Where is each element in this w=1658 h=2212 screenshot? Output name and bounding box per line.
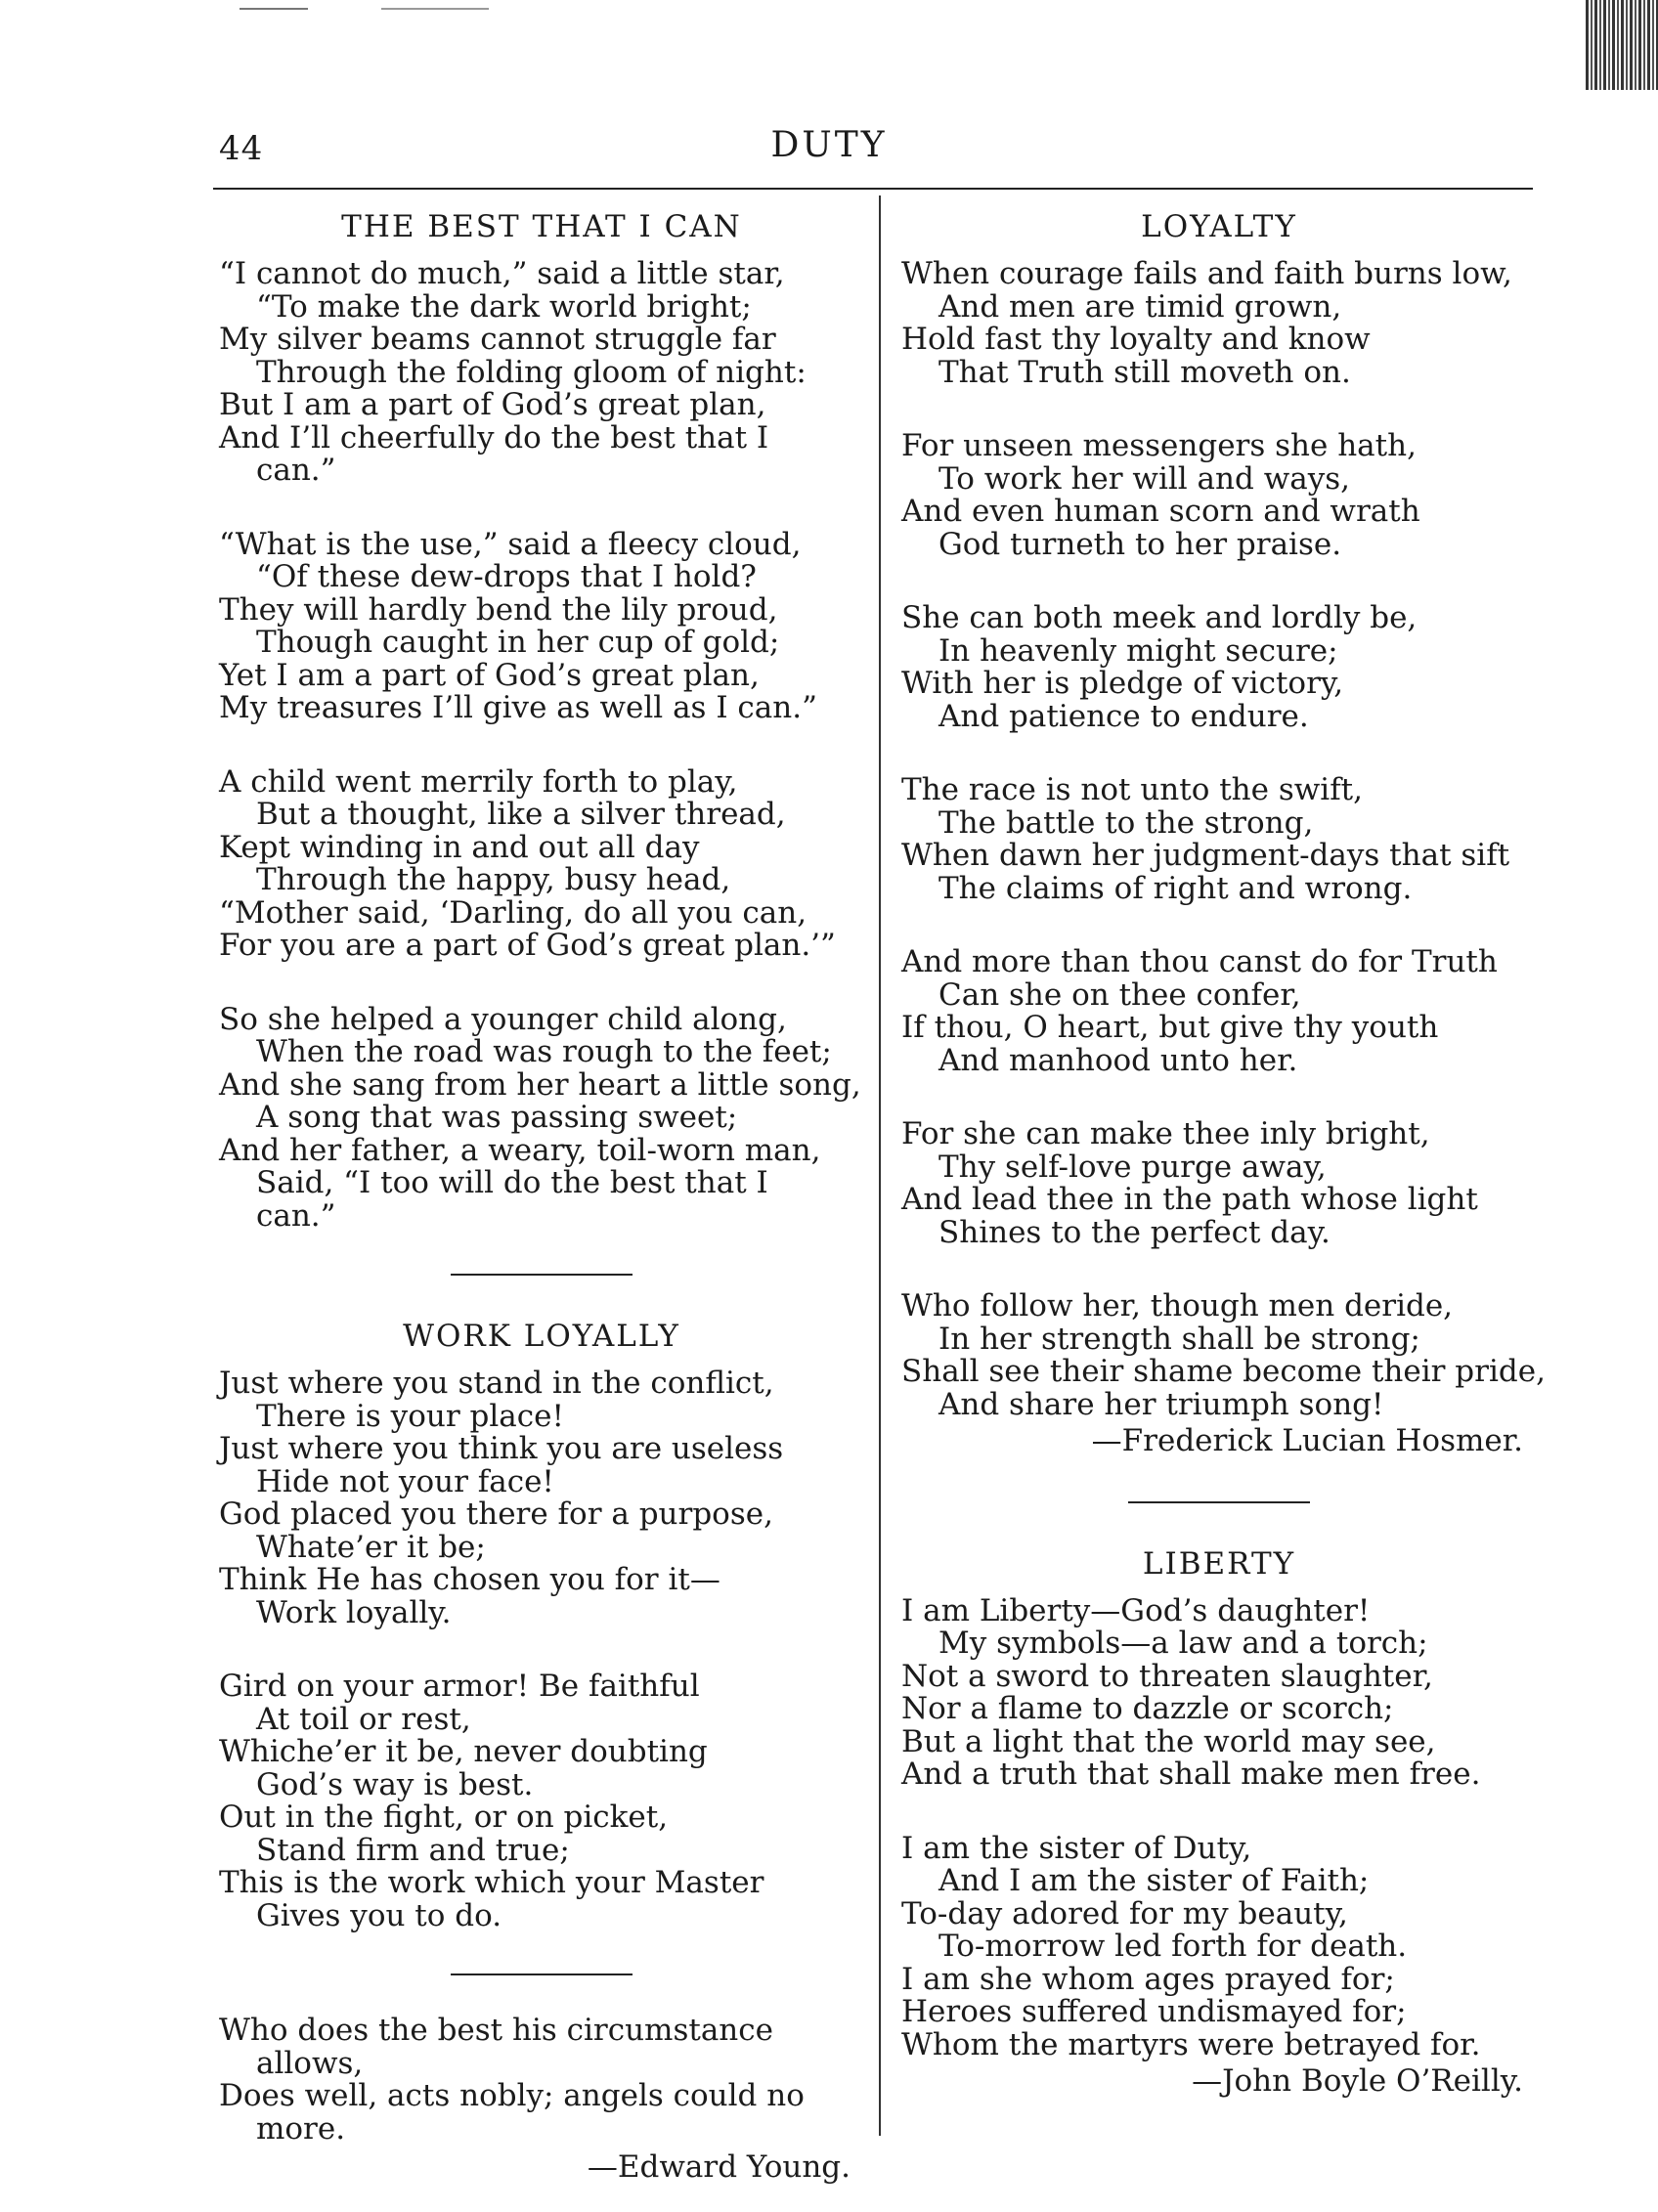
quote-edward-young bbox=[219, 2015, 864, 2185]
poem-title: WORK LOYALLY bbox=[403, 1319, 680, 1354]
poem-line: “To make the dark world bright; bbox=[256, 288, 752, 325]
scan-mark bbox=[240, 8, 308, 10]
poem-line: So she helped a younger child along, bbox=[219, 1001, 787, 1037]
attribution: —Edward Young. bbox=[587, 2149, 851, 2185]
poem-line: Hide not your face! bbox=[256, 1463, 554, 1499]
poem-line: For unseen messengers she hath, bbox=[901, 428, 1417, 463]
poem-line: Yet I am a part of God’s great plan, bbox=[219, 657, 760, 693]
poem-line: And share her triumph song! bbox=[938, 1386, 1384, 1422]
poem-line: But I am a part of God’s great plan, bbox=[219, 387, 766, 422]
poem-line: Gird on your armor! Be faithful bbox=[219, 1669, 700, 1704]
poem-line: The claims of right and wrong. bbox=[938, 870, 1413, 906]
stanza bbox=[901, 258, 1537, 389]
stanza bbox=[219, 526, 864, 725]
stanza bbox=[901, 1118, 1537, 1249]
poem-line: But a thought, like a silver thread, bbox=[256, 797, 786, 832]
poem-line: Does well, acts nobly; angels could no bbox=[219, 2078, 805, 2113]
poem-title: LOYALTY bbox=[1141, 209, 1297, 244]
poem-line: At toil or rest, bbox=[256, 1701, 471, 1737]
poem-work-loyally bbox=[219, 1315, 864, 1932]
poem-line: And patience to endure. bbox=[938, 698, 1309, 734]
stanza bbox=[219, 1001, 864, 1234]
stanza bbox=[901, 946, 1537, 1077]
poem-line: The battle to the strong, bbox=[938, 804, 1314, 841]
poem-line: For you are a part of God’s great plan.’” bbox=[219, 928, 836, 963]
poem-line: But a light that the world may see, bbox=[901, 1723, 1436, 1759]
scan-mark bbox=[381, 8, 489, 10]
poem-line: Nor a flame to dazzle or scorch; bbox=[901, 1691, 1394, 1726]
poem-loyalty bbox=[901, 205, 1546, 1458]
poem-line: A child went merrily forth to play, bbox=[219, 763, 738, 800]
poem-line: The race is not unto the swift, bbox=[901, 772, 1363, 807]
poem-line: Shall see their shame become their pride, bbox=[901, 1354, 1546, 1389]
poem-line: And lead thee in the path whose light bbox=[901, 1182, 1478, 1217]
poem-line: Kept winding in and out all day bbox=[219, 829, 700, 865]
poem-line: If thou, O heart, but give thy youth bbox=[901, 1010, 1439, 1045]
poem-line: With her is pledge of victory, bbox=[901, 666, 1344, 701]
poem-line: And men are timid grown, bbox=[938, 288, 1342, 325]
poem-line: Who follow her, though men deride, bbox=[901, 1288, 1454, 1323]
poem-line: allows, bbox=[256, 2045, 364, 2081]
poem-line: And a truth that shall make men free. bbox=[901, 1757, 1481, 1792]
poem-line: That Truth still moveth on. bbox=[938, 354, 1351, 390]
stanza bbox=[901, 1830, 1537, 2062]
page-number: 44 bbox=[219, 129, 264, 168]
poem-line: Said, “I too will do the best that I bbox=[256, 1165, 768, 1200]
stanza bbox=[219, 258, 864, 488]
poem-line: My symbols—a law and a torch; bbox=[938, 1626, 1428, 1661]
poem-line: When the road was rough to the feet; bbox=[256, 1034, 832, 1069]
poem-line: Think He has chosen you for it— bbox=[219, 1562, 720, 1597]
poem-line: In her strength shall be strong; bbox=[938, 1321, 1420, 1357]
poem-line: Though caught in her cup of gold; bbox=[256, 625, 780, 660]
poem-line: “I cannot do much,” said a little star, bbox=[219, 256, 785, 291]
poem-line: I am the sister of Duty, bbox=[901, 1830, 1252, 1866]
stanza bbox=[901, 1592, 1537, 1792]
poem-line: “Mother said, ‘Darling, do all you can, bbox=[219, 894, 807, 931]
poem-line: God turneth to her praise. bbox=[938, 526, 1342, 562]
poem-line: When courage fails and faith burns low, bbox=[901, 256, 1512, 291]
poem-line: Stand firm and true; bbox=[256, 1832, 570, 1868]
poem-line: For she can make thee inly bright, bbox=[901, 1116, 1430, 1151]
poem-line: To-morrow led forth for death. bbox=[938, 1929, 1408, 1964]
poem-line: This is the work which your Master bbox=[219, 1865, 764, 1900]
left-column bbox=[219, 205, 864, 2185]
poem-line: Heroes suffered undismayed for; bbox=[901, 1994, 1407, 2029]
poem-line: Whate’er it be; bbox=[256, 1529, 486, 1565]
attribution: —Frederick Lucian Hosmer. bbox=[1091, 1423, 1523, 1458]
poem-line: Whiche’er it be, never doubting bbox=[219, 1734, 708, 1769]
poem-the-best-that-i-can bbox=[219, 205, 864, 1233]
poem-line: Through the folding gloom of night: bbox=[256, 354, 807, 390]
poem-liberty bbox=[901, 1542, 1537, 2099]
poem-line: Can she on thee confer, bbox=[938, 976, 1301, 1013]
poem-line: And I’ll cheerfully do the best that I bbox=[219, 419, 769, 455]
poem-line: When dawn her judgment-days that sift bbox=[901, 838, 1510, 873]
stanza bbox=[901, 774, 1537, 905]
poem-line: There is your place! bbox=[256, 1398, 564, 1434]
poem-line: Through the happy, busy head, bbox=[256, 862, 731, 897]
poem-line: Not a sword to threaten slaughter, bbox=[901, 1658, 1433, 1694]
section-divider bbox=[451, 1274, 633, 1276]
poem-line: God’s way is best. bbox=[256, 1766, 534, 1802]
poem-line: Just where you think you are useless bbox=[219, 1431, 784, 1466]
stanza bbox=[901, 1288, 1546, 1422]
stanza bbox=[901, 430, 1537, 561]
poem-line: can.” bbox=[256, 453, 336, 488]
poem-title: LIBERTY bbox=[1142, 1545, 1296, 1582]
poem-line: I am Liberty—God’s daughter! bbox=[901, 1592, 1371, 1628]
poem-line: more. bbox=[256, 2110, 346, 2147]
poem-line: Shines to the perfect day. bbox=[938, 1214, 1331, 1250]
stanza bbox=[901, 602, 1537, 733]
scan-edge-artifact bbox=[1586, 0, 1658, 90]
poem-line: Just where you stand in the conflict, bbox=[219, 1366, 774, 1401]
running-head: DUTY bbox=[770, 125, 888, 165]
stanza bbox=[219, 1367, 864, 1629]
poem-line: “What is the use,” said a fleecy cloud, bbox=[219, 526, 802, 562]
poem-line: And her father, a weary, toil-worn man, bbox=[219, 1132, 821, 1168]
poem-line: Work loyally. bbox=[256, 1594, 452, 1630]
right-column bbox=[901, 205, 1546, 2099]
poem-line: God placed you there for a purpose, bbox=[219, 1496, 773, 1532]
poem-line: can.” bbox=[256, 1197, 336, 1234]
poem-line: “Of these dew-drops that I hold? bbox=[256, 559, 757, 594]
section-divider bbox=[451, 1973, 633, 1975]
poem-line: I am she whom ages prayed for; bbox=[901, 1961, 1395, 1997]
column-divider bbox=[879, 195, 881, 2136]
stanza bbox=[219, 2015, 864, 2146]
poem-line: And I am the sister of Faith; bbox=[938, 1863, 1370, 1898]
poem-line: They will hardly bend the lily proud, bbox=[219, 591, 778, 628]
poem-line: Hold fast thy loyalty and know bbox=[901, 322, 1371, 357]
poem-line: Out in the fight, or on picket, bbox=[219, 1800, 669, 1835]
poem-line: My silver beams cannot struggle far bbox=[219, 322, 776, 357]
poem-line: And even human scorn and wrath bbox=[901, 494, 1420, 529]
poem-line: My treasures I’ll give as well as I can.” bbox=[219, 690, 817, 725]
stanza bbox=[219, 763, 864, 963]
poem-title: THE BEST THAT I CAN bbox=[341, 209, 742, 244]
poem-line: Whom the martyrs were betrayed for. bbox=[901, 2026, 1481, 2062]
stanza bbox=[219, 1670, 864, 1932]
poem-line: To work her will and ways, bbox=[938, 460, 1350, 497]
poem-line: And she sang from her heart a little song, bbox=[219, 1066, 861, 1103]
header-rule bbox=[213, 188, 1533, 190]
poem-line: To-day adored for my beauty, bbox=[901, 1895, 1348, 1931]
poem-line: And more than thou canst do for Truth bbox=[901, 944, 1498, 979]
poem-line: Thy self-love purge away, bbox=[938, 1149, 1327, 1185]
poem-line: And manhood unto her. bbox=[938, 1042, 1298, 1078]
section-divider bbox=[1128, 1501, 1310, 1503]
poem-line: She can both meek and lordly be, bbox=[901, 600, 1418, 635]
poem-line: Who does the best his circumstance bbox=[219, 2013, 773, 2048]
poem-line: In heavenly might secure; bbox=[938, 632, 1338, 669]
poem-line: Gives you to do. bbox=[256, 1897, 502, 1933]
poem-line: A song that was passing sweet; bbox=[256, 1100, 738, 1135]
attribution: —John Boyle O’Reilly. bbox=[1192, 2063, 1523, 2099]
